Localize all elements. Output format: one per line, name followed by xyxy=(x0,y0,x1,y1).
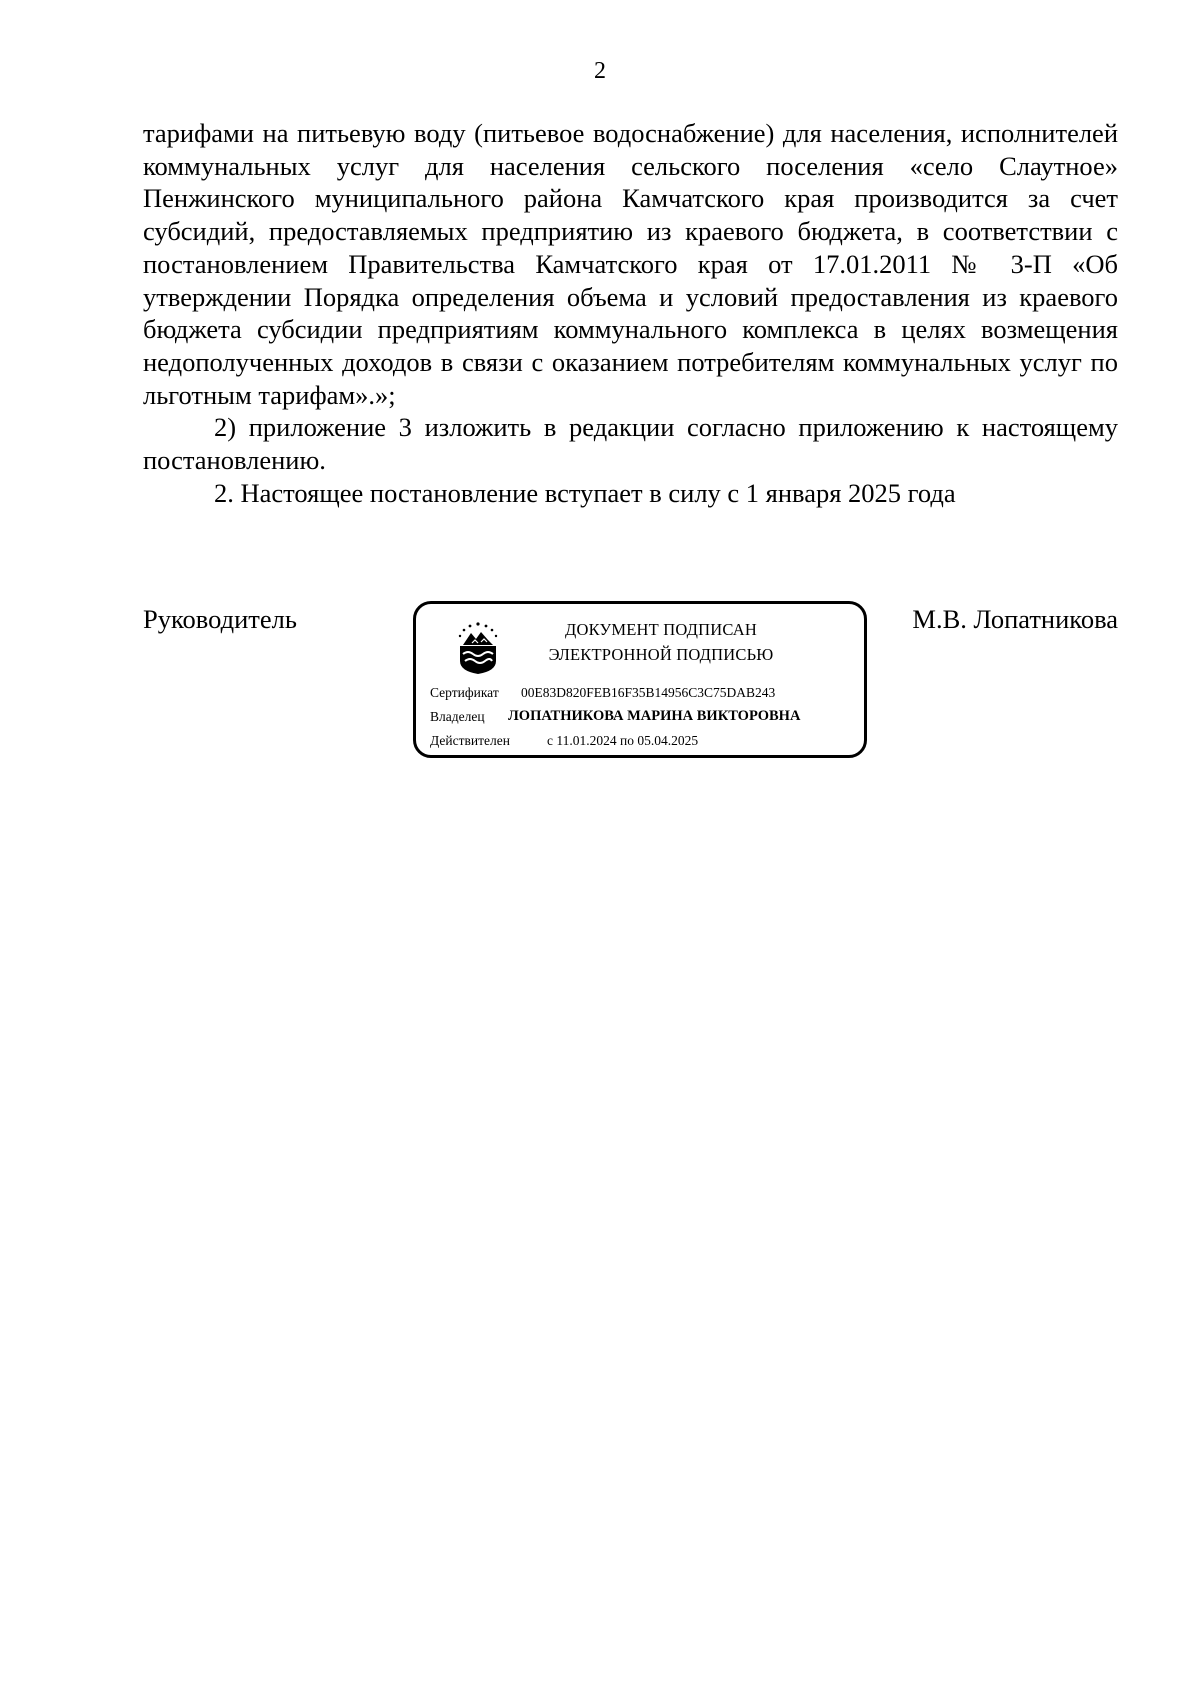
signatory-name: М.В. Лопатникова xyxy=(912,604,1118,634)
page-number: 2 xyxy=(594,58,606,84)
owner-label: Владелец xyxy=(430,709,485,724)
coat-of-arms-icon xyxy=(454,621,502,675)
validity-label: Действителен xyxy=(430,733,510,748)
validity-value: с 11.01.2024 по 05.04.2025 xyxy=(547,733,699,748)
paragraph-continuation: тарифами на питьевую воду (питьевое водоснабжение) для населения, исполнителей коммунальных услуг для населения сельского поселения «село Слаутное» Пенжинского муниципального района Камчатского края производится за счет субсидий, предоставляемых предприятию из краевого бюджета, в соответствии с постановлением Правительства Камчатского края от 17.01.2011 № 3-П «Об утверждении Порядка определения объема и условий предоставления из краевого бюджета субсидии предприятиям коммунального комплекса в целях возмещения недополученных доходов в связи с оказанием потребителям коммунальных услуг по льготным тарифам».»; xyxy=(143,118,1118,410)
electronic-signature-stamp xyxy=(413,601,867,758)
stamp-heading-line-2: ЭЛЕКТРОННОЙ ПОДПИСЬЮ xyxy=(548,645,774,664)
certificate-label: Сертификат xyxy=(430,685,499,700)
stamp-heading-line-1: ДОКУМЕНТ ПОДПИСАН xyxy=(565,620,757,639)
owner-row xyxy=(430,708,801,725)
paragraph-effective-date: 2. Настоящее постановление вступает в силу с 1 января 2025 года xyxy=(214,477,956,508)
document-body xyxy=(143,117,1118,509)
paragraph-item-2: 2) приложение 3 изложить в редакции согласно приложению к настоящему постановлению. xyxy=(143,412,1118,476)
certificate-row xyxy=(430,685,776,701)
signatory-title: Руководитель xyxy=(143,604,297,634)
validity-row xyxy=(430,733,699,749)
owner-value: ЛОПАТНИКОВА МАРИНА ВИКТОРОВНА xyxy=(508,708,801,724)
stamp-heading xyxy=(516,617,806,667)
certificate-value: 00E83D820FEB16F35B14956C3C75DAB243 xyxy=(521,685,776,700)
